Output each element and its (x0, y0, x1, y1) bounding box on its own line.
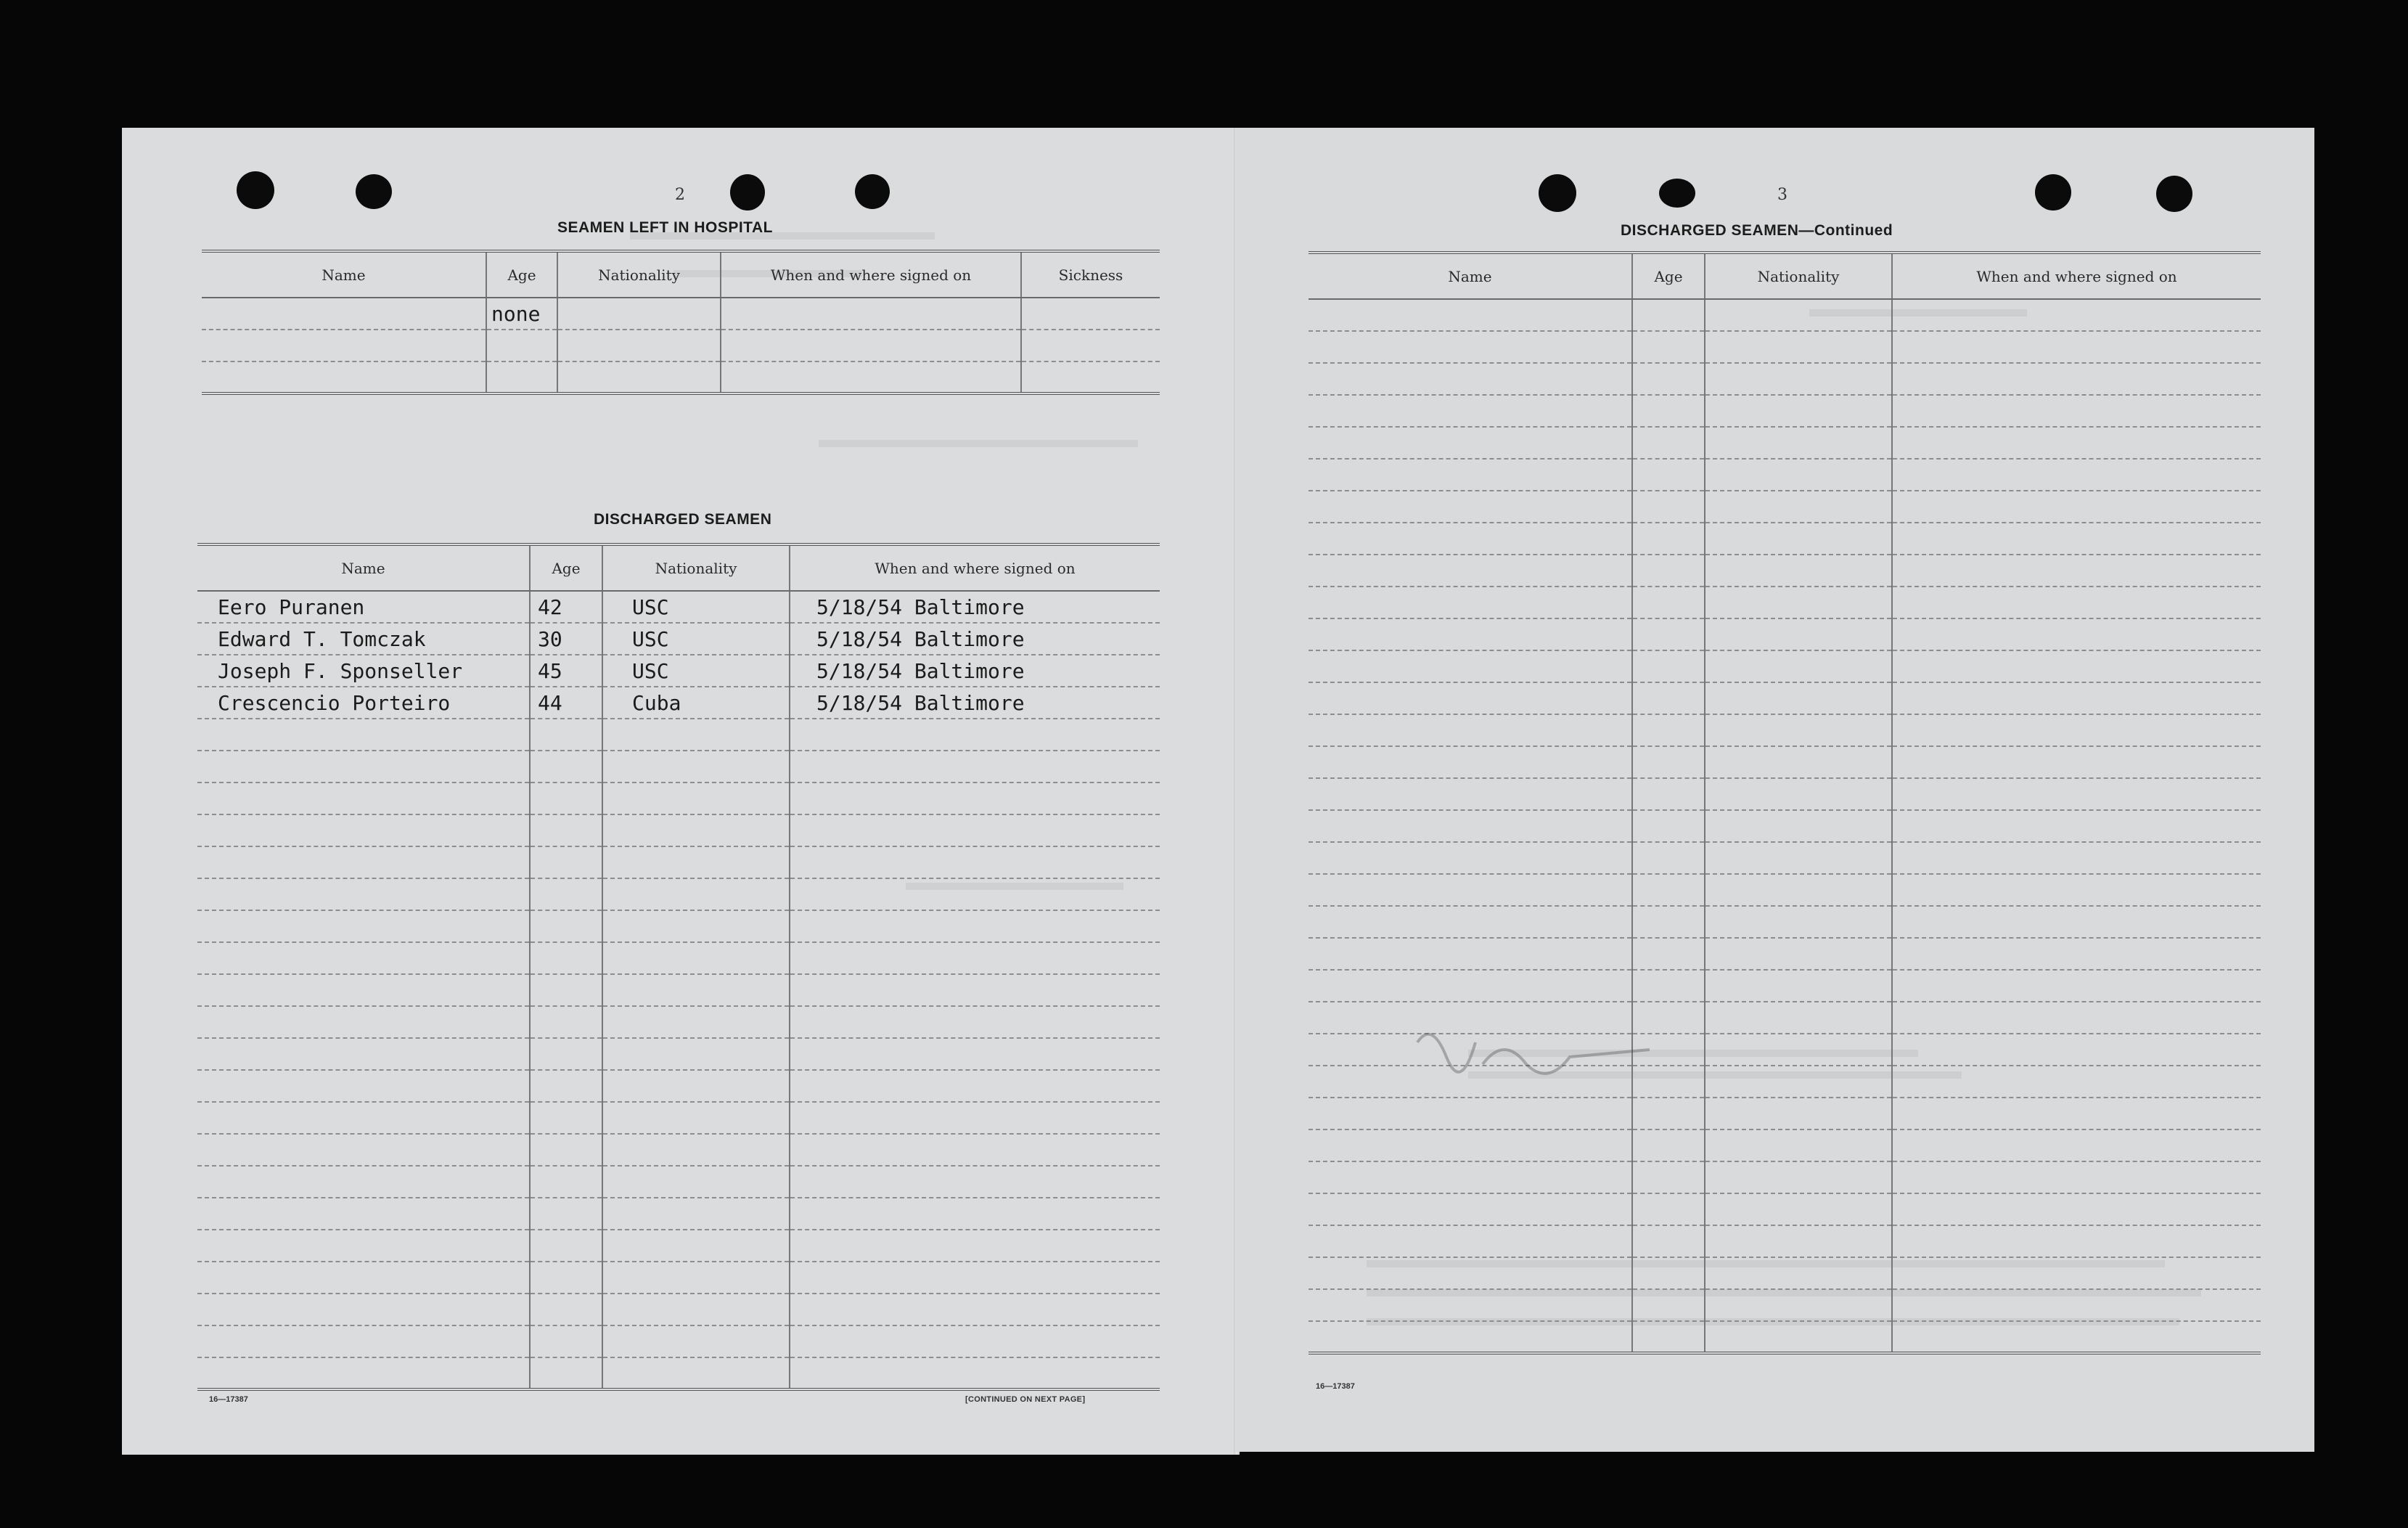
table-row (197, 1357, 1160, 1389)
punch-hole-4 (855, 174, 890, 209)
table-row (197, 1166, 1160, 1198)
table-row (197, 910, 1160, 942)
table-row (197, 1102, 1160, 1134)
column-header-nationality: Nationality (557, 251, 721, 298)
discharged-continued-table (1309, 251, 2261, 1355)
table-row (197, 655, 1160, 687)
continued-note: [CONTINUED ON NEXT PAGE] (965, 1395, 1086, 1404)
table-row (1309, 299, 2261, 331)
table-row (197, 719, 1160, 751)
table-row (1309, 1161, 2261, 1193)
table-row (1309, 810, 2261, 842)
table-row (1309, 491, 2261, 523)
form-number: 16—17387 (1316, 1382, 1355, 1391)
table-row (1309, 938, 2261, 970)
left-page (122, 128, 1236, 1455)
table-row (1309, 778, 2261, 810)
seaman-signed-on: 5/18/54 Baltimore (790, 591, 1160, 623)
table-row (197, 783, 1160, 814)
seaman-nationality: USC (602, 591, 790, 623)
column-header-nationality: Nationality (602, 544, 790, 591)
bleed-through-mark (819, 440, 1138, 447)
faint-scrawl (1410, 1013, 1671, 1100)
table-row (197, 942, 1160, 974)
table-row (197, 1262, 1160, 1294)
punch-hole-3 (730, 174, 765, 211)
punch-hole-5 (1539, 174, 1576, 212)
page-number: 2 (675, 186, 685, 204)
table-row (1309, 1098, 2261, 1129)
table-row (197, 1134, 1160, 1166)
hospital-none-entry: none (486, 298, 557, 330)
table-row (1309, 331, 2261, 363)
table-row (197, 814, 1160, 846)
discharged-table (197, 543, 1160, 1391)
column-header-sickness: Sickness (1021, 251, 1160, 298)
punch-hole-8 (2156, 176, 2192, 212)
column-header-age: Age (530, 544, 602, 591)
hospital-section-title: SEAMEN LEFT IN HOSPITAL (557, 219, 773, 236)
seaman-nationality: Cuba (602, 687, 790, 719)
table-row (1309, 427, 2261, 459)
table-row (1309, 555, 2261, 587)
seaman-name: Eero Puranen (197, 591, 530, 623)
table-row (197, 1070, 1160, 1102)
column-header-name: Name (202, 251, 486, 298)
table-row (1309, 1193, 2261, 1225)
column-header-name: Name (1309, 253, 1632, 299)
table-row (197, 846, 1160, 878)
seaman-signed-on: 5/18/54 Baltimore (790, 623, 1160, 655)
table-row (1309, 970, 2261, 1002)
seaman-name: Joseph F. Sponseller (197, 655, 530, 687)
seaman-nationality: USC (602, 623, 790, 655)
seaman-age: 44 (530, 687, 602, 719)
punch-hole-6 (1659, 179, 1695, 208)
table-row (1309, 1257, 2261, 1289)
table-row (1309, 906, 2261, 938)
punch-hole-2 (356, 174, 392, 209)
seaman-age: 45 (530, 655, 602, 687)
table-row (197, 623, 1160, 655)
table-row (1309, 395, 2261, 427)
column-header-nationality: Nationality (1705, 253, 1892, 299)
seaman-name: Crescencio Porteiro (197, 687, 530, 719)
table-row (197, 974, 1160, 1006)
table-row (197, 1325, 1160, 1357)
table-row (197, 1006, 1160, 1038)
seaman-age: 30 (530, 623, 602, 655)
table-row (1309, 618, 2261, 650)
table-row (197, 687, 1160, 719)
right-page (1236, 128, 2314, 1452)
column-header-age: Age (1632, 253, 1705, 299)
table-row (1309, 842, 2261, 874)
table-row (202, 330, 1160, 361)
table-row (1309, 650, 2261, 682)
column-header-signed-on: When and where signed on (721, 251, 1021, 298)
seaman-signed-on: 5/18/54 Baltimore (790, 655, 1160, 687)
table-row (1309, 587, 2261, 618)
page-number: 3 (1777, 186, 1787, 204)
table-row (1309, 746, 2261, 778)
seaman-nationality: USC (602, 655, 790, 687)
table-row (1309, 459, 2261, 491)
table-row (197, 751, 1160, 783)
discharged-continued-title: DISCHARGED SEAMEN—Continued (1621, 222, 1893, 239)
seaman-age: 42 (530, 591, 602, 623)
table-row (197, 878, 1160, 910)
table-row (1309, 1129, 2261, 1161)
table-row (202, 298, 1160, 330)
column-header-signed-on: When and where signed on (1892, 253, 2261, 299)
table-row (197, 1230, 1160, 1262)
table-row (202, 361, 1160, 393)
hospital-table (202, 250, 1160, 395)
table-row (197, 1038, 1160, 1070)
seaman-signed-on: 5/18/54 Baltimore (790, 687, 1160, 719)
column-header-age: Age (486, 251, 557, 298)
table-row (1309, 714, 2261, 746)
table-row (197, 591, 1160, 623)
table-row (1309, 1225, 2261, 1257)
table-row (1309, 874, 2261, 906)
discharged-section-title: DISCHARGED SEAMEN (594, 511, 772, 528)
table-row (1309, 523, 2261, 555)
table-row (197, 1198, 1160, 1230)
column-header-name: Name (197, 544, 530, 591)
column-header-signed-on: When and where signed on (790, 544, 1160, 591)
form-number: 16—17387 (209, 1395, 248, 1404)
table-row (1309, 1289, 2261, 1321)
punch-hole-1 (237, 171, 274, 209)
punch-hole-7 (2035, 174, 2071, 211)
table-row (1309, 1321, 2261, 1353)
seaman-name: Edward T. Tomczak (197, 623, 530, 655)
table-row (1309, 682, 2261, 714)
table-row (1309, 363, 2261, 395)
table-row (197, 1294, 1160, 1325)
